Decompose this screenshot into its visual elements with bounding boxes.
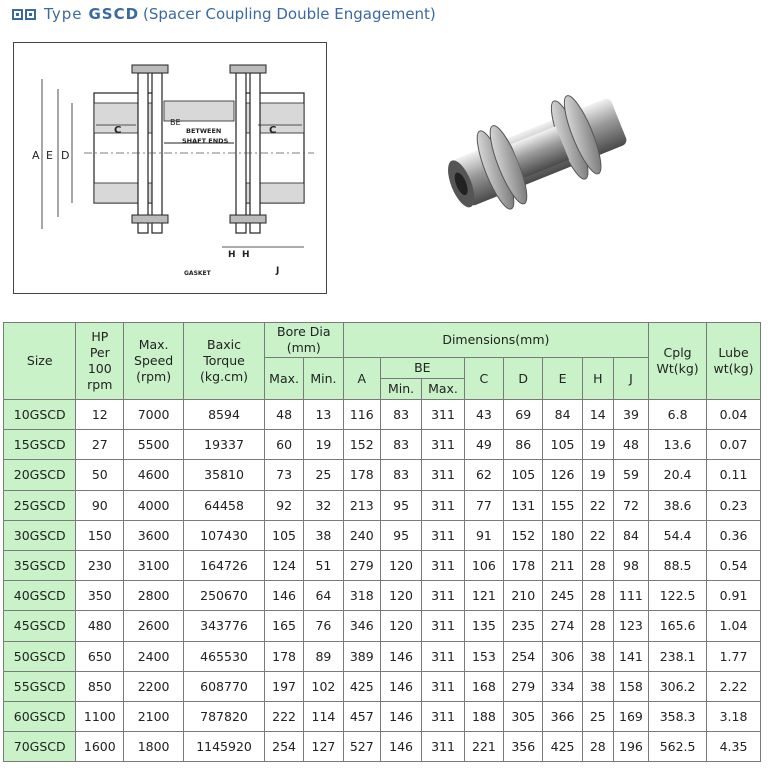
table-cell: 19 bbox=[582, 460, 613, 490]
table-cell: 72 bbox=[613, 490, 648, 520]
table-cell: 311 bbox=[422, 400, 464, 430]
table-cell: 318 bbox=[343, 581, 380, 611]
table-cell: 2200 bbox=[124, 671, 184, 701]
table-row bbox=[4, 490, 761, 520]
table-cell: 19 bbox=[304, 430, 343, 460]
table-cell: 150 bbox=[76, 520, 124, 550]
table-cell: 120 bbox=[380, 550, 421, 580]
table-cell: 178 bbox=[504, 550, 543, 580]
table-cell: 787820 bbox=[184, 701, 265, 731]
table-cell: 48 bbox=[264, 400, 303, 430]
table-cell: 124 bbox=[264, 550, 303, 580]
table-cell: 77 bbox=[464, 490, 503, 520]
title-bullet-icon bbox=[12, 9, 36, 20]
table-row bbox=[4, 611, 761, 641]
header-torque: Baxic Torque (kg.cm) bbox=[184, 323, 265, 400]
table-cell: 1800 bbox=[124, 732, 184, 762]
table-cell: 2.22 bbox=[707, 671, 761, 701]
table-cell: 197 bbox=[264, 671, 303, 701]
header-a: A bbox=[343, 358, 380, 400]
table-cell: 2400 bbox=[124, 641, 184, 671]
table-cell: 35810 bbox=[184, 460, 265, 490]
table-cell: 28 bbox=[582, 611, 613, 641]
table-cell: 98 bbox=[613, 550, 648, 580]
table-cell: 64 bbox=[304, 581, 343, 611]
table-cell: 311 bbox=[422, 671, 464, 701]
table-cell: 306.2 bbox=[649, 671, 707, 701]
table-row bbox=[4, 701, 761, 731]
table-cell: 146 bbox=[380, 732, 421, 762]
table-cell: 311 bbox=[422, 701, 464, 731]
table-cell: 238.1 bbox=[649, 641, 707, 671]
table-cell: 19 bbox=[582, 430, 613, 460]
table-cell: 83 bbox=[380, 400, 421, 430]
table-cell: 254 bbox=[504, 641, 543, 671]
header-d: D bbox=[504, 358, 543, 400]
table-row bbox=[4, 550, 761, 580]
table-cell: 48 bbox=[613, 430, 648, 460]
table-cell: 146 bbox=[380, 701, 421, 731]
header-c: C bbox=[464, 358, 503, 400]
table-cell: 152 bbox=[343, 430, 380, 460]
table-cell: 122.5 bbox=[649, 581, 707, 611]
dim-label-a: A bbox=[32, 149, 40, 162]
table-cell: 180 bbox=[543, 520, 582, 550]
table-cell: 230 bbox=[76, 550, 124, 580]
table-cell: 123 bbox=[613, 611, 648, 641]
table-cell: 153 bbox=[464, 641, 503, 671]
table-cell: 28 bbox=[582, 581, 613, 611]
size-cell: 40GSCD bbox=[4, 581, 76, 611]
table-cell: 240 bbox=[343, 520, 380, 550]
table-cell: 4.35 bbox=[707, 732, 761, 762]
dim-label-h2: H bbox=[242, 250, 250, 260]
table-cell: 389 bbox=[343, 641, 380, 671]
title-description: (Spacer Coupling Double Engagement) bbox=[143, 5, 436, 23]
table-cell: 311 bbox=[422, 490, 464, 520]
dim-label-c-left: C bbox=[114, 125, 122, 136]
table-cell: 0.04 bbox=[707, 400, 761, 430]
table-cell: 305 bbox=[504, 701, 543, 731]
header-bore-max: Max. bbox=[264, 358, 303, 400]
table-cell: 14 bbox=[582, 400, 613, 430]
table-cell: 146 bbox=[380, 671, 421, 701]
table-cell: 279 bbox=[504, 671, 543, 701]
header-cplg-wt: Cplg Wt(kg) bbox=[649, 323, 707, 400]
table-cell: 158 bbox=[613, 671, 648, 701]
table-cell: 311 bbox=[422, 581, 464, 611]
table-cell: 86 bbox=[504, 430, 543, 460]
table-cell: 1.04 bbox=[707, 611, 761, 641]
table-cell: 88.5 bbox=[649, 550, 707, 580]
size-cell: 45GSCD bbox=[4, 611, 76, 641]
table-cell: 38 bbox=[304, 520, 343, 550]
table-cell: 105 bbox=[543, 430, 582, 460]
table-cell: 168 bbox=[464, 671, 503, 701]
size-cell: 30GSCD bbox=[4, 520, 76, 550]
table-cell: 0.07 bbox=[707, 430, 761, 460]
table-cell: 608770 bbox=[184, 671, 265, 701]
table-cell: 0.91 bbox=[707, 581, 761, 611]
table-cell: 50 bbox=[76, 460, 124, 490]
size-cell: 60GSCD bbox=[4, 701, 76, 731]
table-cell: 850 bbox=[76, 671, 124, 701]
table-cell: 13 bbox=[304, 400, 343, 430]
table-cell: 311 bbox=[422, 641, 464, 671]
table-cell: 38.6 bbox=[649, 490, 707, 520]
table-cell: 91 bbox=[464, 520, 503, 550]
table-cell: 20.4 bbox=[649, 460, 707, 490]
table-cell: 274 bbox=[543, 611, 582, 641]
table-cell: 92 bbox=[264, 490, 303, 520]
table-cell: 465530 bbox=[184, 641, 265, 671]
dim-label-c-right: C bbox=[269, 125, 277, 136]
table-cell: 28 bbox=[582, 550, 613, 580]
table-cell: 76 bbox=[304, 611, 343, 641]
size-cell: 70GSCD bbox=[4, 732, 76, 762]
table-cell: 334 bbox=[543, 671, 582, 701]
table-cell: 8594 bbox=[184, 400, 265, 430]
size-cell: 35GSCD bbox=[4, 550, 76, 580]
table-cell: 358.3 bbox=[649, 701, 707, 731]
table-cell: 49 bbox=[464, 430, 503, 460]
table-cell: 311 bbox=[422, 520, 464, 550]
table-cell: 7000 bbox=[124, 400, 184, 430]
table-cell: 425 bbox=[343, 671, 380, 701]
table-cell: 106 bbox=[464, 550, 503, 580]
table-cell: 222 bbox=[264, 701, 303, 731]
dim-label-e: E bbox=[46, 149, 53, 162]
table-cell: 311 bbox=[422, 611, 464, 641]
table-cell: 64458 bbox=[184, 490, 265, 520]
table-cell: 311 bbox=[422, 460, 464, 490]
table-cell: 279 bbox=[343, 550, 380, 580]
table-cell: 120 bbox=[380, 611, 421, 641]
table-cell: 84 bbox=[613, 520, 648, 550]
table-cell: 480 bbox=[76, 611, 124, 641]
table-cell: 213 bbox=[343, 490, 380, 520]
table-cell: 245 bbox=[543, 581, 582, 611]
table-cell: 3600 bbox=[124, 520, 184, 550]
table-cell: 210 bbox=[504, 581, 543, 611]
table-cell: 146 bbox=[380, 641, 421, 671]
table-cell: 457 bbox=[343, 701, 380, 731]
table-cell: 27 bbox=[76, 430, 124, 460]
coupling-photo bbox=[430, 72, 650, 232]
table-cell: 356 bbox=[504, 732, 543, 762]
table-cell: 196 bbox=[613, 732, 648, 762]
table-cell: 28 bbox=[582, 732, 613, 762]
header-h: H bbox=[582, 358, 613, 400]
table-cell: 250670 bbox=[184, 581, 265, 611]
table-cell: 114 bbox=[304, 701, 343, 731]
header-be-min: Min. bbox=[380, 379, 421, 400]
table-row bbox=[4, 430, 761, 460]
table-cell: 2800 bbox=[124, 581, 184, 611]
table-cell: 306 bbox=[543, 641, 582, 671]
table-cell: 84 bbox=[543, 400, 582, 430]
table-row bbox=[4, 400, 761, 430]
table-cell: 165 bbox=[264, 611, 303, 641]
table-cell: 25 bbox=[304, 460, 343, 490]
table-cell: 38 bbox=[582, 671, 613, 701]
table-cell: 3.18 bbox=[707, 701, 761, 731]
table-cell: 4000 bbox=[124, 490, 184, 520]
table-cell: 126 bbox=[543, 460, 582, 490]
table-cell: 43 bbox=[464, 400, 503, 430]
spec-table bbox=[3, 322, 761, 762]
table-cell: 141 bbox=[613, 641, 648, 671]
table-cell: 0.11 bbox=[707, 460, 761, 490]
header-bore-dia: Bore Dia (mm) bbox=[264, 323, 343, 358]
table-cell: 22 bbox=[582, 520, 613, 550]
table-cell: 0.36 bbox=[707, 520, 761, 550]
table-cell: 107430 bbox=[184, 520, 265, 550]
table-cell: 131 bbox=[504, 490, 543, 520]
table-cell: 60 bbox=[264, 430, 303, 460]
page-title bbox=[12, 4, 436, 24]
table-cell: 211 bbox=[543, 550, 582, 580]
size-cell: 25GSCD bbox=[4, 490, 76, 520]
table-cell: 311 bbox=[422, 732, 464, 762]
table-cell: 1100 bbox=[76, 701, 124, 731]
table-cell: 1145920 bbox=[184, 732, 265, 762]
table-cell: 59 bbox=[613, 460, 648, 490]
title-type-word: Type bbox=[44, 5, 83, 23]
table-cell: 1.77 bbox=[707, 641, 761, 671]
table-cell: 1600 bbox=[76, 732, 124, 762]
table-cell: 650 bbox=[76, 641, 124, 671]
spec-table-body bbox=[4, 400, 761, 762]
table-cell: 22 bbox=[582, 490, 613, 520]
table-cell: 346 bbox=[343, 611, 380, 641]
table-cell: 51 bbox=[304, 550, 343, 580]
table-cell: 135 bbox=[464, 611, 503, 641]
dim-label-shaft-ends: SHAFT ENDS bbox=[182, 137, 229, 145]
table-cell: 562.5 bbox=[649, 732, 707, 762]
table-cell: 254 bbox=[264, 732, 303, 762]
size-cell: 15GSCD bbox=[4, 430, 76, 460]
table-cell: 5500 bbox=[124, 430, 184, 460]
header-j: J bbox=[613, 358, 648, 400]
table-cell: 311 bbox=[422, 550, 464, 580]
technical-drawing bbox=[13, 42, 327, 294]
header-bore-min: Min. bbox=[304, 358, 343, 400]
table-cell: 116 bbox=[343, 400, 380, 430]
table-cell: 155 bbox=[543, 490, 582, 520]
table-cell: 95 bbox=[380, 490, 421, 520]
table-cell: 90 bbox=[76, 490, 124, 520]
table-row bbox=[4, 460, 761, 490]
table-cell: 89 bbox=[304, 641, 343, 671]
table-cell: 32 bbox=[304, 490, 343, 520]
table-row bbox=[4, 520, 761, 550]
table-cell: 165.6 bbox=[649, 611, 707, 641]
table-cell: 2100 bbox=[124, 701, 184, 731]
table-cell: 95 bbox=[380, 520, 421, 550]
header-speed: Max. Speed (rpm) bbox=[124, 323, 184, 400]
table-cell: 19337 bbox=[184, 430, 265, 460]
table-cell: 121 bbox=[464, 581, 503, 611]
table-cell: 343776 bbox=[184, 611, 265, 641]
table-row bbox=[4, 641, 761, 671]
table-cell: 38 bbox=[582, 641, 613, 671]
table-row bbox=[4, 671, 761, 701]
size-cell: 50GSCD bbox=[4, 641, 76, 671]
table-cell: 6.8 bbox=[649, 400, 707, 430]
table-cell: 350 bbox=[76, 581, 124, 611]
table-cell: 425 bbox=[543, 732, 582, 762]
table-cell: 102 bbox=[304, 671, 343, 701]
table-cell: 169 bbox=[613, 701, 648, 731]
gasket-label: GASKET bbox=[184, 270, 211, 277]
table-cell: 164726 bbox=[184, 550, 265, 580]
dim-label-h1: H bbox=[228, 250, 236, 260]
table-cell: 527 bbox=[343, 732, 380, 762]
header-dimensions: Dimensions(mm) bbox=[343, 323, 648, 358]
dim-label-j: J bbox=[276, 266, 280, 276]
table-cell: 311 bbox=[422, 430, 464, 460]
table-cell: 152 bbox=[504, 520, 543, 550]
table-cell: 178 bbox=[264, 641, 303, 671]
table-cell: 366 bbox=[543, 701, 582, 731]
dim-label-be: BE bbox=[170, 118, 181, 127]
header-size: Size bbox=[4, 323, 76, 400]
table-cell: 69 bbox=[504, 400, 543, 430]
title-model-code: GSCD bbox=[88, 5, 140, 23]
table-cell: 62 bbox=[464, 460, 503, 490]
table-row bbox=[4, 732, 761, 762]
header-e: E bbox=[543, 358, 582, 400]
header-be: BE bbox=[380, 358, 464, 379]
dim-label-between: BETWEEN bbox=[186, 127, 222, 135]
dim-label-d: D bbox=[61, 149, 70, 162]
table-cell: 178 bbox=[343, 460, 380, 490]
table-cell: 111 bbox=[613, 581, 648, 611]
header-hp: HP Per 100 rpm bbox=[76, 323, 124, 400]
table-cell: 235 bbox=[504, 611, 543, 641]
table-cell: 120 bbox=[380, 581, 421, 611]
header-lube-wt: Lube wt(kg) bbox=[707, 323, 761, 400]
table-cell: 188 bbox=[464, 701, 503, 731]
header-be-max: Max. bbox=[422, 379, 464, 400]
table-cell: 0.23 bbox=[707, 490, 761, 520]
table-cell: 13.6 bbox=[649, 430, 707, 460]
table-cell: 4600 bbox=[124, 460, 184, 490]
table-cell: 3100 bbox=[124, 550, 184, 580]
table-cell: 83 bbox=[380, 430, 421, 460]
size-cell: 10GSCD bbox=[4, 400, 76, 430]
table-cell: 54.4 bbox=[649, 520, 707, 550]
table-cell: 39 bbox=[613, 400, 648, 430]
table-cell: 146 bbox=[264, 581, 303, 611]
table-cell: 105 bbox=[264, 520, 303, 550]
table-cell: 73 bbox=[264, 460, 303, 490]
table-cell: 127 bbox=[304, 732, 343, 762]
table-cell: 221 bbox=[464, 732, 503, 762]
table-cell: 83 bbox=[380, 460, 421, 490]
table-cell: 12 bbox=[76, 400, 124, 430]
table-cell: 25 bbox=[582, 701, 613, 731]
table-cell: 0.54 bbox=[707, 550, 761, 580]
table-cell: 2600 bbox=[124, 611, 184, 641]
size-cell: 20GSCD bbox=[4, 460, 76, 490]
size-cell: 55GSCD bbox=[4, 671, 76, 701]
table-row bbox=[4, 581, 761, 611]
table-cell: 105 bbox=[504, 460, 543, 490]
